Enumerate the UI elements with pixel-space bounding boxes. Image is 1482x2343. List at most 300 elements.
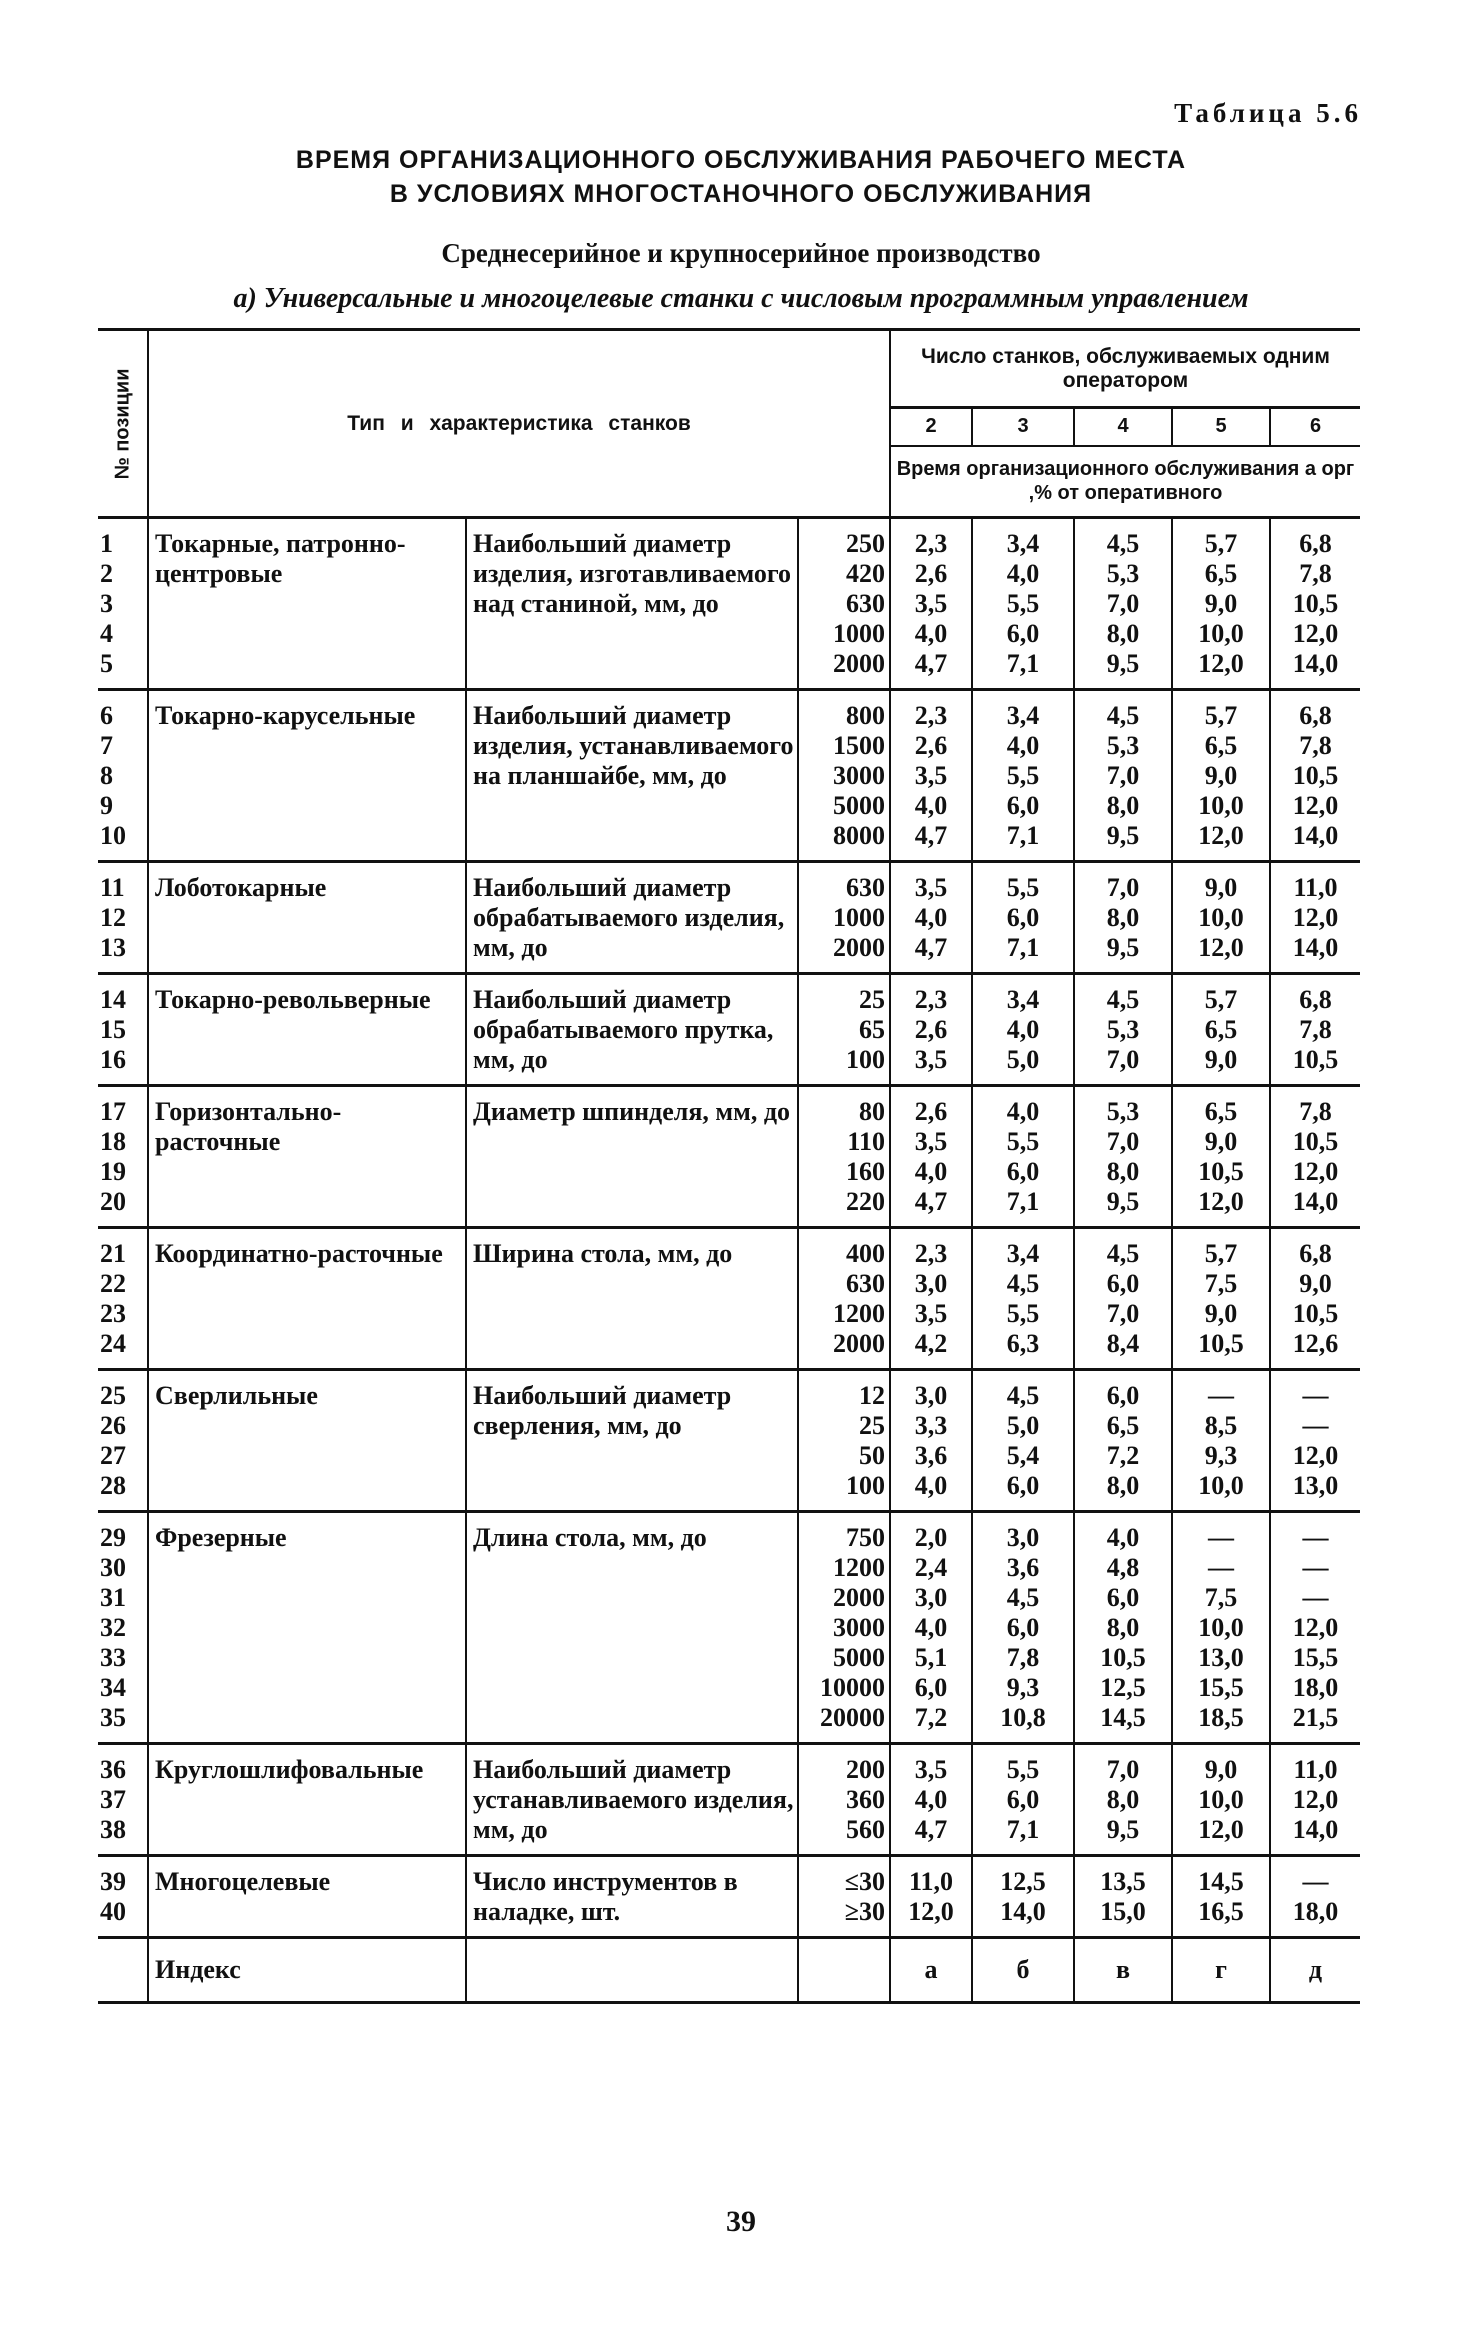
table-row [98, 518, 1360, 690]
time-c6-cell-line: 11,0 [1293, 1755, 1338, 1784]
time-c2-cell-line: 2,6 [914, 559, 948, 588]
count-header-5: 5 [1172, 408, 1270, 446]
time-c5-cell-line: 13,0 [1198, 1643, 1244, 1672]
time-c2-cell-line: 2,3 [914, 1239, 948, 1268]
size-values-cell-line: 25 [859, 1411, 885, 1440]
size-values-cell-line: 8000 [833, 821, 885, 850]
time-c4-cell [1074, 862, 1172, 974]
time-c4-cell-line: 10,5 [1100, 1643, 1146, 1672]
size-values-cell-line: 100 [846, 1045, 885, 1074]
time-c5-cell-line: — [1208, 1523, 1234, 1552]
position-cell-line: 24 [100, 1329, 126, 1358]
type-header: Тип и характеристика станков [148, 330, 890, 518]
size-values-cell-line: 20000 [820, 1703, 885, 1732]
time-c4-cell-line: 8,0 [1106, 619, 1140, 648]
time-c2-cell-line: 4,0 [914, 1785, 948, 1814]
size-values-cell-line: 800 [846, 701, 885, 730]
time-c2-cell-line: 4,7 [914, 1187, 948, 1216]
time-c2-cell-line: 7,2 [914, 1703, 948, 1732]
time-c2-cell-line: 3,0 [914, 1269, 948, 1298]
time-c6-cell [1270, 862, 1360, 974]
time-c5-cell-line: — [1208, 1381, 1234, 1410]
time-c4-cell [1074, 1370, 1172, 1512]
size-values-cell-line: 25 [859, 985, 885, 1014]
index-value-cell: в [1074, 1938, 1172, 2003]
time-c3-cell-line: 6,0 [1006, 903, 1040, 932]
size-values-cell-line: 80 [859, 1097, 885, 1126]
size-values-cell-line: 2000 [833, 649, 885, 678]
size-values-cell [798, 1086, 890, 1228]
table-row [98, 1744, 1360, 1856]
table-row [98, 1856, 1360, 1938]
size-values-cell-line: 750 [846, 1523, 885, 1552]
size-values-cell-line: 200 [846, 1755, 885, 1784]
time-c3-cell-line: 7,1 [1006, 1187, 1040, 1216]
time-c2-cell [890, 1512, 972, 1744]
time-c2-cell-line: 4,0 [914, 619, 948, 648]
time-c5-cell-line: — [1208, 1553, 1234, 1582]
time-c3-cell-line: 4,5 [1006, 1381, 1040, 1410]
time-header: Время организационного обслуживания a орг ,% от оперативного [890, 446, 1360, 518]
position-cell-line: 34 [100, 1673, 126, 1702]
index-value-cell: б [972, 1938, 1074, 2003]
time-c4-cell-line: 15,0 [1100, 1897, 1146, 1926]
time-c6-cell-line: 14,0 [1292, 649, 1339, 678]
index-value-cell: д [1270, 1938, 1360, 2003]
time-c6-cell-line: 12,0 [1292, 903, 1339, 932]
time-c5-cell-line: 9,0 [1204, 589, 1238, 618]
time-c6-cell-line: 12,6 [1292, 1329, 1339, 1358]
time-c4-cell [1074, 518, 1172, 690]
time-c6-cell-line: 10,5 [1292, 761, 1339, 790]
time-c5-cell-line: 12,0 [1198, 933, 1244, 962]
position-cell [98, 1370, 148, 1512]
time-c6-cell-line: — [1302, 1583, 1329, 1612]
size-values-cell-line: 1500 [833, 731, 885, 760]
time-c6-cell-line: 6,8 [1299, 529, 1332, 558]
position-cell-line: 11 [100, 873, 125, 902]
time-c5-cell-line: 10,0 [1198, 1785, 1244, 1814]
time-c3-cell [972, 690, 1074, 862]
time-c4-cell-line: 9,5 [1106, 649, 1140, 678]
time-c4-cell [1074, 1512, 1172, 1744]
position-cell-line: 17 [100, 1097, 126, 1126]
time-c2-cell-line: 2,6 [914, 1015, 948, 1044]
time-c5-cell-line: 6,5 [1204, 731, 1238, 760]
machine-type-cell: Координатно-расточные [148, 1228, 466, 1370]
time-c2-cell-line: 3,3 [914, 1411, 948, 1440]
time-c4-cell-line: 9,5 [1106, 1187, 1140, 1216]
time-c6-cell [1270, 974, 1360, 1086]
time-c2-cell [890, 862, 972, 974]
time-c5-cell-line: 10,0 [1198, 619, 1244, 648]
position-cell-line: 36 [100, 1755, 126, 1784]
time-c6-cell-line: 15,5 [1292, 1643, 1339, 1672]
time-c5-cell [1172, 518, 1270, 690]
time-c4-cell [1074, 1744, 1172, 1856]
time-c4-cell [1074, 1086, 1172, 1228]
time-c2-cell-line: 12,0 [908, 1897, 954, 1926]
machine-table [98, 328, 1360, 2004]
time-c4-cell-line: 4,5 [1106, 985, 1140, 1014]
size-values-cell-line: 3000 [833, 1613, 885, 1642]
position-cell-line: 13 [100, 933, 126, 962]
time-c6-cell-line: 18,0 [1292, 1897, 1339, 1926]
time-c2-cell-line: 2,6 [914, 1097, 948, 1126]
position-cell-line: 25 [100, 1381, 126, 1410]
time-c3-cell [972, 1228, 1074, 1370]
table-row [98, 974, 1360, 1086]
size-values-cell-line: 220 [846, 1187, 885, 1216]
characteristic-cell: Ширина стола, мм, до [466, 1228, 798, 1370]
time-c3-cell-line: 5,5 [1006, 873, 1040, 902]
time-c5-cell-line: 10,0 [1198, 1613, 1244, 1642]
time-c2-cell-line: 3,5 [914, 1127, 948, 1156]
time-c4-cell-line: 9,5 [1106, 821, 1140, 850]
position-cell-line: 22 [100, 1269, 126, 1298]
table-row [98, 862, 1360, 974]
count-header-4: 4 [1074, 408, 1172, 446]
time-c2-cell-line: 4,7 [914, 933, 948, 962]
time-c3-cell-line: 5,4 [1006, 1441, 1040, 1470]
characteristic-cell: Длина стола, мм, до [466, 1512, 798, 1744]
time-c2-cell-line: 4,0 [914, 791, 948, 820]
time-c3-cell-line: 12,5 [1000, 1867, 1046, 1896]
index-label: Индекс [148, 1938, 466, 2003]
position-cell-line: 9 [100, 791, 113, 820]
time-c5-cell-line: 12,0 [1198, 1815, 1244, 1844]
position-cell-line: 39 [100, 1867, 126, 1896]
position-cell [98, 690, 148, 862]
size-values-cell-line: 2000 [833, 1583, 885, 1612]
time-c4-cell-line: 13,5 [1100, 1867, 1146, 1896]
time-c6-cell-line: 14,0 [1292, 1187, 1339, 1216]
time-c3-cell [972, 862, 1074, 974]
machine-type-cell: Токарно-карусельные [148, 690, 466, 862]
position-cell [98, 1856, 148, 1938]
time-c3-cell [972, 518, 1074, 690]
time-c3-cell-line: 3,4 [1006, 985, 1040, 1014]
time-c4-cell [1074, 1856, 1172, 1938]
position-cell-line: 23 [100, 1299, 126, 1328]
time-c6-cell-line: 14,0 [1292, 821, 1339, 850]
count-header-3: 3 [972, 408, 1074, 446]
position-cell-line: 10 [100, 821, 126, 850]
time-c5-cell-line: 10,5 [1198, 1157, 1244, 1186]
time-c3-cell-line: 6,0 [1006, 1157, 1040, 1186]
time-c5-cell [1172, 690, 1270, 862]
machine-type-cell: Круглошлифовальные [148, 1744, 466, 1856]
characteristic-cell: Наибольший диаметр сверления, мм, до [466, 1370, 798, 1512]
time-c6-cell [1270, 1370, 1360, 1512]
time-c3-cell-line: 3,0 [1006, 1523, 1040, 1552]
machine-type-cell: Лоботокарные [148, 862, 466, 974]
position-cell-line: 14 [100, 985, 126, 1014]
characteristic-cell: Диаметр шпинделя, мм, до [466, 1086, 798, 1228]
time-c2-cell-line: 2,3 [914, 701, 948, 730]
position-cell [98, 1086, 148, 1228]
time-c5-cell [1172, 1512, 1270, 1744]
size-values-cell-line: 1200 [833, 1553, 885, 1582]
size-values-cell [798, 1856, 890, 1938]
position-cell-line: 21 [100, 1239, 126, 1268]
position-cell-line: 4 [100, 619, 113, 648]
section-title: а) Универсальные и многоцелевые станки с числовым программным управлением [233, 283, 1249, 314]
time-c2-cell-line: 3,0 [914, 1381, 948, 1410]
size-values-cell-line: 10000 [820, 1673, 885, 1702]
time-c6-cell-line: 14,0 [1292, 1815, 1339, 1844]
time-c3-cell-line: 6,0 [1006, 619, 1040, 648]
time-c3-cell [972, 974, 1074, 1086]
time-c5-cell [1172, 1370, 1270, 1512]
time-c4-cell-line: 5,3 [1106, 731, 1140, 760]
time-c2-cell-line: 2,3 [914, 529, 948, 558]
time-c4-cell-line: 5,3 [1106, 1015, 1140, 1044]
time-c6-cell-line: — [1302, 1411, 1329, 1440]
machine-type-cell: Токарно-револьверные [148, 974, 466, 1086]
time-c3-cell-line: 5,5 [1006, 1299, 1040, 1328]
time-c3-cell-line: 7,8 [1006, 1643, 1040, 1672]
position-cell-line: 16 [100, 1045, 126, 1074]
index-row [98, 1938, 1360, 2003]
time-c3-cell-line: 4,0 [1006, 1015, 1040, 1044]
time-c5-cell-line: 6,5 [1204, 1097, 1238, 1126]
time-c3-cell-line: 5,5 [1006, 1127, 1040, 1156]
time-c5-cell-line: 18,5 [1198, 1703, 1244, 1732]
size-values-cell-line: 5000 [833, 1643, 885, 1672]
time-c6-cell-line: 12,0 [1292, 619, 1339, 648]
time-c3-cell-line: 4,0 [1006, 559, 1040, 588]
time-c4-cell-line: 12,5 [1100, 1673, 1146, 1702]
time-c2-cell-line: 2,4 [914, 1553, 948, 1582]
time-c3-cell-line: 4,0 [1006, 1097, 1040, 1126]
machine-type-cell: Горизонтально-расточные [148, 1086, 466, 1228]
time-c6-cell [1270, 1856, 1360, 1938]
time-c3-cell-line: 5,5 [1006, 761, 1040, 790]
machine-type-cell: Многоцелевые [148, 1856, 466, 1938]
time-c3-cell [972, 1086, 1074, 1228]
position-cell [98, 1228, 148, 1370]
time-c5-cell-line: 15,5 [1198, 1673, 1244, 1702]
time-c4-cell-line: 4,5 [1106, 701, 1140, 730]
time-c6-cell-line: 12,0 [1292, 1785, 1339, 1814]
size-values-cell-line: 360 [846, 1785, 885, 1814]
time-c2-cell-line: 6,0 [914, 1673, 948, 1702]
time-c3-cell-line: 9,3 [1006, 1673, 1040, 1702]
time-c3-cell [972, 1856, 1074, 1938]
time-c4-cell-line: 7,0 [1106, 1755, 1140, 1784]
time-c4-cell-line: 8,4 [1106, 1329, 1140, 1358]
time-c2-cell-line: 2,0 [914, 1523, 948, 1552]
time-c5-cell-line: 12,0 [1198, 649, 1244, 678]
time-c6-cell-line: 10,5 [1292, 589, 1339, 618]
time-c3-cell-line: 6,0 [1006, 1471, 1040, 1500]
table-row [98, 1512, 1360, 1744]
position-cell [98, 1512, 148, 1744]
time-c4-cell-line: 6,0 [1106, 1583, 1140, 1612]
time-c4-cell-line: 4,8 [1106, 1553, 1140, 1582]
time-c6-cell [1270, 518, 1360, 690]
size-values-cell [798, 1370, 890, 1512]
time-c3-cell-line: 3,6 [1006, 1553, 1040, 1582]
time-c4-cell-line: 5,3 [1106, 1097, 1140, 1126]
size-values-cell-line: 1200 [833, 1299, 885, 1328]
position-cell-line: 35 [100, 1703, 126, 1732]
time-c5-cell-line: 9,0 [1204, 873, 1238, 902]
time-c5-cell-line: 12,0 [1198, 1187, 1244, 1216]
time-c6-cell-line: 10,5 [1292, 1127, 1339, 1156]
time-c6-cell-line: 12,0 [1292, 1441, 1339, 1470]
time-c3-cell-line: 4,5 [1006, 1583, 1040, 1612]
position-cell-line: 28 [100, 1471, 126, 1500]
time-c3-cell-line: 7,1 [1006, 821, 1040, 850]
time-c3-cell-line: 5,5 [1006, 589, 1040, 618]
time-c6-cell [1270, 1086, 1360, 1228]
size-values-cell-line: 5000 [833, 791, 885, 820]
position-cell-line: 18 [100, 1127, 126, 1156]
time-c2-cell-line: 3,5 [914, 589, 948, 618]
time-c5-cell-line: 9,0 [1204, 1045, 1238, 1074]
time-c5-cell-line: 12,0 [1198, 821, 1244, 850]
machine-type-cell: Токарные, патронно-центровые [148, 518, 466, 690]
time-c6-cell-line: 7,8 [1299, 1097, 1332, 1126]
time-c3-cell [972, 1512, 1074, 1744]
size-values-cell-line: 250 [846, 529, 885, 558]
time-c6-cell-line: 7,8 [1299, 559, 1332, 588]
size-values-cell-line: 100 [846, 1471, 885, 1500]
time-c6-cell-line: 12,0 [1292, 1613, 1339, 1642]
time-c6-cell-line: 12,0 [1292, 791, 1339, 820]
time-c5-cell-line: 9,0 [1204, 1299, 1238, 1328]
time-c3-cell-line: 10,8 [1000, 1703, 1046, 1732]
position-cell-line: 26 [100, 1411, 126, 1440]
size-values-cell-line: 1000 [833, 619, 885, 648]
time-c2-cell [890, 1856, 972, 1938]
time-c5-cell-line: 14,5 [1198, 1867, 1244, 1896]
time-c2-cell-line: 3,0 [914, 1583, 948, 1612]
position-cell-line: 31 [100, 1583, 126, 1612]
table-row [98, 690, 1360, 862]
time-c5-cell-line: 16,5 [1198, 1897, 1244, 1926]
time-c3-cell-line: 3,4 [1006, 529, 1040, 558]
position-cell-line: 2 [100, 559, 113, 588]
time-c4-cell-line: 4,5 [1106, 529, 1140, 558]
size-values-cell-line: 160 [846, 1157, 885, 1186]
time-c2-cell [890, 1086, 972, 1228]
size-values-cell [798, 974, 890, 1086]
time-c4-cell [1074, 974, 1172, 1086]
characteristic-cell: Число инструментов в наладке, шт. [466, 1856, 798, 1938]
time-c4-cell-line: 14,5 [1100, 1703, 1146, 1732]
time-c4-cell-line: 9,5 [1106, 933, 1140, 962]
characteristic-cell: Наибольший диаметр устанавливаемого изделия, мм, до [466, 1744, 798, 1856]
size-values-cell-line: ≥30 [844, 1897, 885, 1926]
position-cell-line: 12 [100, 903, 126, 932]
table-row [98, 1370, 1360, 1512]
position-cell-line: 7 [100, 731, 113, 760]
size-values-cell-line: 400 [846, 1239, 885, 1268]
characteristic-cell: Наибольший диаметр изделия, изготавливаемого над станиной, мм, до [466, 518, 798, 690]
page-number: 39 [726, 2205, 756, 2238]
size-values-cell-line: ≤30 [844, 1867, 885, 1896]
time-c5-cell-line: 9,3 [1204, 1441, 1238, 1470]
time-c2-cell-line: 3,6 [914, 1441, 948, 1470]
position-cell-line: 30 [100, 1553, 126, 1582]
time-c6-cell-line: — [1302, 1553, 1329, 1582]
size-values-cell-line: 630 [846, 873, 885, 902]
time-c3-cell-line: 7,1 [1006, 933, 1040, 962]
time-c4-cell-line: 8,0 [1106, 1613, 1140, 1642]
time-c2-cell-line: 2,3 [914, 985, 948, 1014]
time-c4-cell-line: 6,0 [1106, 1269, 1140, 1298]
position-cell-line: 20 [100, 1187, 126, 1216]
time-c2-cell-line: 3,5 [914, 1755, 948, 1784]
time-c2-cell [890, 518, 972, 690]
size-values-cell-line: 1000 [833, 903, 885, 932]
time-c2-cell-line: 11,0 [908, 1867, 954, 1896]
machine-type-cell: Фрезерные [148, 1512, 466, 1744]
position-cell [98, 518, 148, 690]
size-values-cell-line: 630 [846, 589, 885, 618]
time-c6-cell [1270, 690, 1360, 862]
time-c2-cell-line: 4,7 [914, 821, 948, 850]
time-c6-cell-line: 7,8 [1299, 1015, 1332, 1044]
table-row [98, 1228, 1360, 1370]
time-c2-cell-line: 4,7 [914, 649, 948, 678]
title-line-1: ВРЕМЯ ОРГАНИЗАЦИОННОГО ОБСЛУЖИВАНИЯ РАБОЧЕГО МЕСТА [295, 146, 1187, 174]
time-c2-cell-line: 4,0 [914, 1613, 948, 1642]
size-values-cell-line: 3000 [833, 761, 885, 790]
time-c6-cell-line: 10,5 [1292, 1299, 1339, 1328]
time-c6-cell-line: 18,0 [1292, 1673, 1339, 1702]
time-c4-cell-line: 8,0 [1106, 1471, 1140, 1500]
time-c2-cell-line: 3,5 [914, 873, 948, 902]
time-c4-cell-line: 7,0 [1106, 1045, 1140, 1074]
time-c5-cell-line: 5,7 [1204, 985, 1238, 1014]
time-c2-cell-line: 4,0 [914, 1157, 948, 1186]
time-c2-cell [890, 1370, 972, 1512]
time-c3-cell-line: 3,4 [1006, 701, 1040, 730]
time-c6-cell [1270, 1228, 1360, 1370]
index-value-cell: а [890, 1938, 972, 2003]
size-values-cell-line: 2000 [833, 933, 885, 962]
time-c5-cell [1172, 974, 1270, 1086]
time-c5-cell-line: 9,0 [1204, 1755, 1238, 1784]
position-cell-line: 3 [100, 589, 113, 618]
time-c5-cell-line: 6,5 [1204, 1015, 1238, 1044]
position-cell-line: 37 [100, 1785, 126, 1814]
time-c5-cell [1172, 1086, 1270, 1228]
time-c6-cell [1270, 1744, 1360, 1856]
time-c4-cell-line: 7,0 [1106, 1299, 1140, 1328]
time-c4-cell-line: 8,0 [1106, 1785, 1140, 1814]
time-c3-cell-line: 6,0 [1006, 1613, 1040, 1642]
time-c4-cell [1074, 1228, 1172, 1370]
title-line-2: В УСЛОВИЯХ МНОГОСТАНОЧНОГО ОБСЛУЖИВАНИЯ [389, 180, 1093, 208]
position-cell [98, 1744, 148, 1856]
time-c6-cell-line: 14,0 [1292, 933, 1339, 962]
time-c2-cell [890, 690, 972, 862]
time-c2-cell-line: 4,7 [914, 1815, 948, 1844]
time-c4-cell-line: 9,5 [1106, 1815, 1140, 1844]
characteristic-cell: Наибольший диаметр обрабатываемого изделия, мм, до [466, 862, 798, 974]
count-header-6: 6 [1270, 408, 1360, 446]
time-c4-cell-line: 7,2 [1106, 1441, 1140, 1470]
time-c6-cell-line: 6,8 [1299, 985, 1332, 1014]
time-c5-cell [1172, 1228, 1270, 1370]
time-c4-cell-line: 5,3 [1106, 559, 1140, 588]
time-c6-cell-line: — [1302, 1523, 1329, 1552]
